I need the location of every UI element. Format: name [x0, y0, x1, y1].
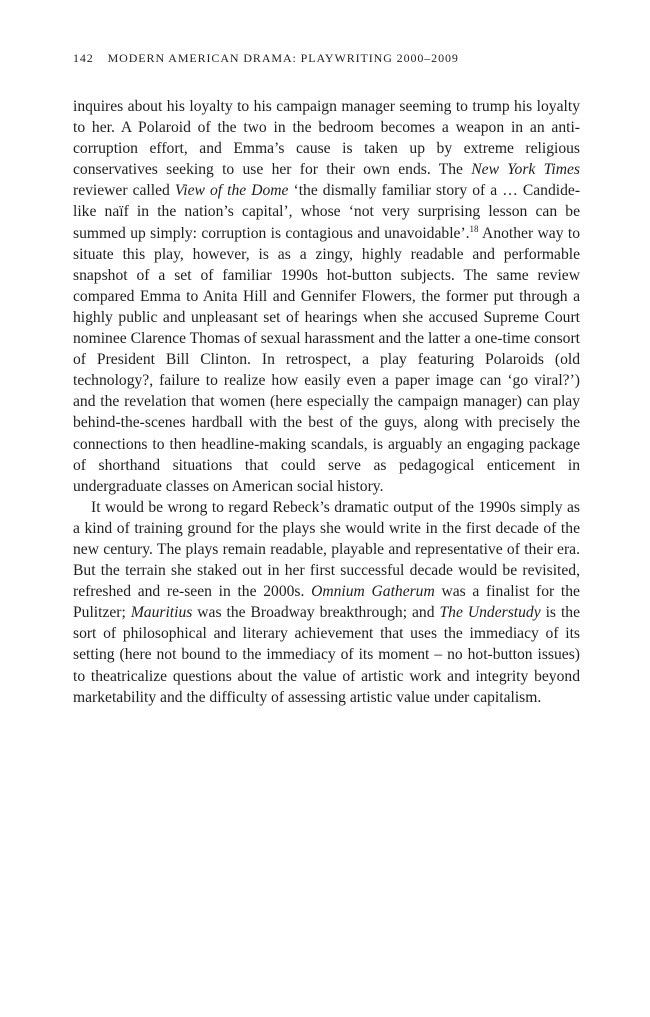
- body-text: [73, 96, 580, 708]
- book-page: [73, 50, 580, 708]
- text-segment: It would be wrong to regard Rebeck’s dramatic output of the 1990s simply as a kind of training ground for the plays she would write in the first decade of the new century. The plays remain readable, playable and representative of their era. But the terrain she staked out in her first successful decade would be revisited, refreshed and re-seen in the 2000s.: [73, 498, 580, 601]
- text-segment: reviewer called: [73, 182, 175, 200]
- text-segment: was a finalist for the Pulitzer;: [73, 583, 580, 622]
- running-head: [73, 50, 580, 66]
- text-segment: was the Broadway breakthrough; and: [192, 604, 440, 622]
- paragraph-2: [73, 497, 580, 708]
- footnote-ref-18: 18: [469, 223, 479, 234]
- text-segment: Another way to situate this play, however, is as a zingy, highly readable and performable snapshot of a set of familiar 1990s hot-button subjects. The same review compared Emma to Anita Hill and Gennifer Flowers, the former put through a highly public and unpleasant set of hearings when she accused Supreme Court nominee Clarence Thomas of sexual harassment and the latter a one-time consort of President Bill Clinton. In retrospect, a play featuring Polaroids (old technology?, failure to realize how easily even a paper image can ‘go viral?’) and the revelation that women (here especially the campaign manager) can play behind-the-scenes hardball with the best of the guys, along with precisely the connections to then headline-making scandals, is arguably an engaging package of shorthand situations that could serve as pedagogical enticement in undergraduate classes on American social history.: [73, 224, 580, 495]
- paragraph-1: [73, 96, 580, 497]
- title-the-understudy: The Understudy: [439, 604, 541, 622]
- title-view-of-the-dome: View of the Dome: [174, 182, 289, 200]
- text-segment: is the sort of philosophical and literary achievement that uses the immediacy of its setting (here not bound to the immediacy of its moment – no hot-button issues) to theatricalize questions about the value of artistic work and integrity beyond marketability and the difficulty of assessing artistic value under capitalism.: [73, 604, 581, 706]
- page-number: 142: [73, 51, 94, 65]
- title-new-york-times: New York Times: [471, 161, 580, 179]
- text-segment: inquires about his loyalty to his campaign manager seeming to trump his loyalty to her. A Polaroid of the two in the bedroom becomes a weapon in an anti-corruption effort, and Emma’s cause is taken up by extreme religious conservatives seeking to use her for their own ends. The: [73, 98, 580, 179]
- running-title: MODERN AMERICAN DRAMA: PLAYWRITING 2000–2009: [107, 51, 459, 65]
- text-segment: ‘the dismally familiar story of a … Candide-like naïf in the nation’s capital’, whose ‘not very surprising lesson can be summed up simply: corruption is contagious and unavoidable’.: [73, 182, 581, 242]
- title-omnium-gatherum: Omnium Gatherum: [311, 583, 435, 601]
- title-mauritius: Mauritius: [130, 604, 193, 622]
